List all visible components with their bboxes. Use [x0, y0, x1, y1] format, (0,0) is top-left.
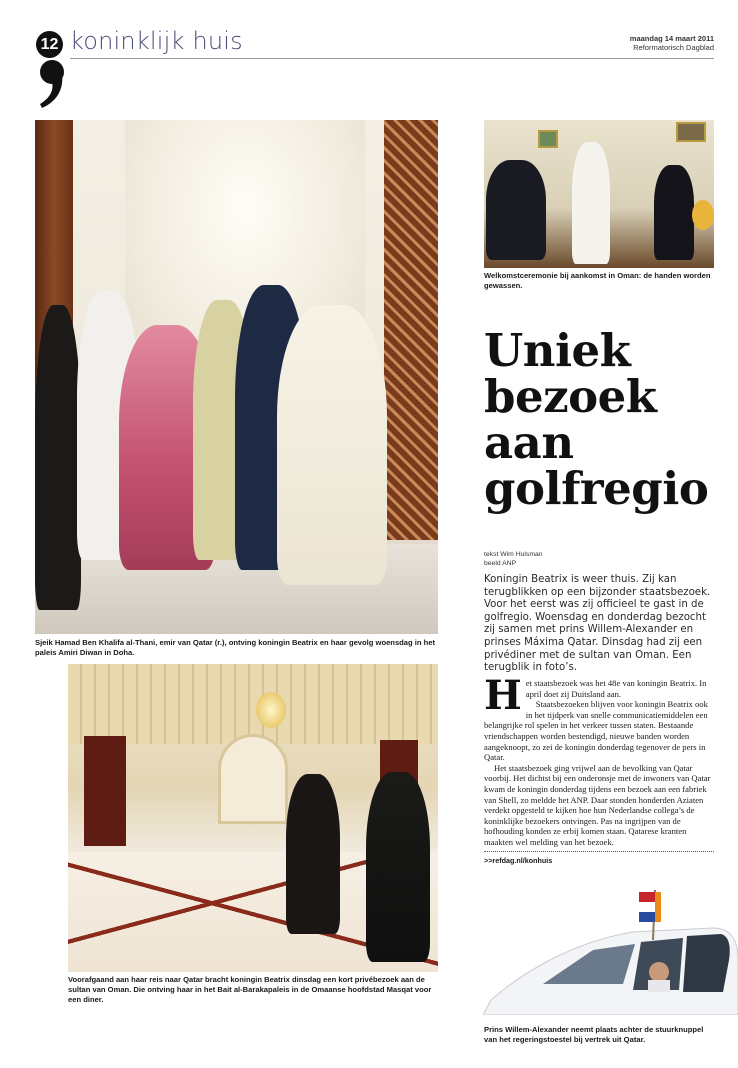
web-link[interactable]: >>refdag.nl/konhuis	[484, 856, 553, 865]
article-body	[484, 672, 716, 848]
figure-sultan	[366, 772, 430, 962]
photo-aircraft-cockpit	[483, 880, 738, 1015]
issue-date: maandag 14 maart 2011	[629, 34, 714, 43]
text-credit: tekst Wim Hulsman	[484, 551, 543, 558]
photo-oman-hallway	[68, 664, 438, 972]
body-paragraph: Het staatsbezoek ging vrijwel aan de bevolking van Qatar voorbij. Het dichtst bij een onderonsje met de inwoners van Qatar kwam de koningin donderdag tijdens een bezoek aan een fabriek van Shell, zo meldde het ANP. Daar stonden honderden Aziaten verdekt opgesteld te kijken hoe hun Nederlandse collega’s de koninklijke bezoekers ontvingen. Pas na ingrijpen van de hofhouding konden ze erbij komen staan. Qatarese kranten maakten wel melding van het bezoek.	[484, 762, 711, 847]
photo-qatar-palace	[35, 120, 438, 634]
figure-queen-black	[286, 774, 340, 934]
headline-line: Uniek	[484, 324, 631, 377]
palace-door-right	[384, 120, 438, 540]
page-number-badge	[36, 31, 63, 58]
page-number: 12	[40, 35, 59, 53]
body-paragraph: et staatsbezoek was het 48e van koningin Beatrix. In april doet zij Duitsland aan.	[525, 678, 707, 699]
figure-emir	[277, 305, 387, 585]
credits	[484, 550, 543, 568]
headline-line: golfregio	[484, 462, 709, 515]
comma-icon	[38, 58, 68, 110]
caption-photo1: Sjeik Hamad Ben Khalifa al-Thani, emir van Qatar (r.), ontving koningin Beatrix en haar gevolg woensdag in het paleis Amiri Diwan in Doha.	[35, 638, 436, 657]
dotted-rule	[484, 851, 714, 852]
body-paragraph: Staatsbezoeken blijven voor koningin Beatrix ook in het tijdperk van snelle communicatiemiddelen een belangrijke rol spelen in het verkeer tussen staten. Bestaande vriendschappen worden bestendigd, nieuwe banden worden aangeknoopt, zo zei de koningin donderdag tegenover de pers in Qatar.	[484, 699, 708, 763]
section-title: koninklijk huis	[70, 27, 243, 55]
figure-omani-host	[572, 142, 610, 264]
photo-oman-ceremony	[484, 120, 714, 268]
header-rule	[70, 58, 714, 59]
hall-arch	[218, 734, 288, 824]
caption-photo3: Voorafgaand aan haar reis naar Qatar bracht koningin Beatrix dinsdag een kort privébezoek aan de sultan van Oman. Die ontving haar in het Bait al-Barakapaleis in de Omaanse hoofdstad Masqat voor een diner.	[68, 975, 432, 1004]
figure-guard-left	[35, 305, 81, 610]
chandelier	[256, 692, 286, 728]
flowers	[692, 200, 714, 230]
publication-name: Reformatorisch Dagblad	[633, 43, 714, 52]
wall-painting	[676, 122, 706, 142]
figure-queen-seated	[654, 165, 694, 260]
figure-seated-left	[486, 160, 546, 260]
caption-photo2: Welkomstceremonie bij aankomst in Oman: de handen worden gewassen.	[484, 271, 711, 290]
masthead-date	[630, 34, 714, 52]
headline-line: bezoek	[484, 370, 657, 423]
wall-painting	[538, 130, 558, 148]
headline	[484, 324, 734, 515]
caption-photo4: Prins Willem-Alexander neemt plaats achter de stuurknuppel van het regeringstoestel bij vertrek uit Qatar.	[484, 1025, 704, 1044]
hall-door-left	[84, 736, 126, 846]
aircraft-illustration	[483, 880, 738, 1015]
intro-paragraph: Koningin Beatrix is weer thuis. Zij kan terugblikken op een bijzonder staatsbezoek. Voor het eerst was zij officieel te gast in de golfregio. Woensdag en donderdag bezocht zij samen met prins Willem-Alexander en prinses Máxima Qatar. Dinsdag had zij een privédiner met de sultan van Oman. Een terugblik in foto’s.	[484, 574, 711, 674]
hall-ceiling	[68, 664, 438, 744]
headline-line: aan	[484, 416, 574, 469]
image-credit: beeld ANP	[484, 560, 517, 567]
drop-cap: H	[484, 672, 522, 719]
